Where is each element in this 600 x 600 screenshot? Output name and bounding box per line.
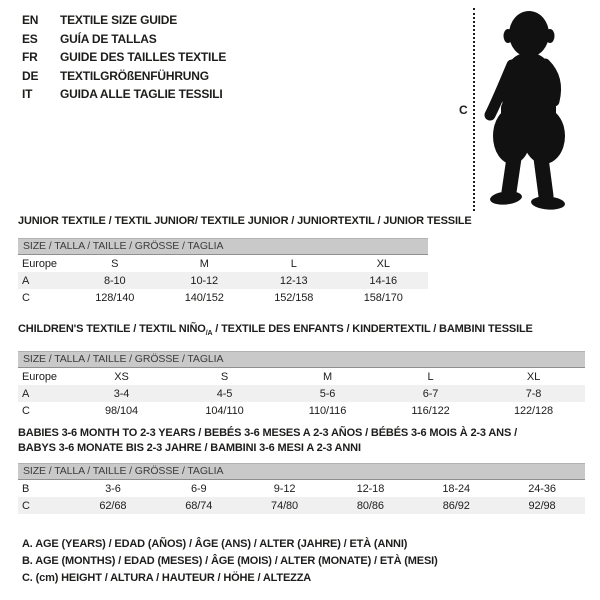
junior-size-bar: SIZE / TALLA / TAILLE / GRÖSSE / TAGLIA [18, 238, 428, 255]
legend-line-b: B. AGE (MONTHS) / EDAD (MESES) / ÂGE (MOIS) / ALTER (MONATE) / ETÀ (MESI) [22, 555, 438, 567]
language-title: TEXTILE SIZE GUIDE [60, 13, 178, 28]
table-cell: S [220, 370, 229, 383]
babies-section-title [18, 426, 585, 456]
measure-legend [22, 536, 438, 587]
row-label: A [22, 274, 30, 287]
table-cell: 8-10 [103, 274, 126, 287]
table-row [18, 255, 428, 272]
row-label: A [22, 387, 30, 400]
table-cell: 80/86 [356, 499, 384, 512]
table-cell: L [427, 370, 434, 383]
table-cell: 3-6 [105, 482, 121, 495]
row-label: C [22, 499, 30, 512]
table-cell: 18-24 [442, 482, 471, 495]
table-row [18, 480, 585, 497]
table-row [18, 272, 428, 289]
row-label: Europe [22, 257, 57, 270]
language-row-es [22, 30, 226, 49]
table-cell: 7-8 [525, 387, 542, 400]
junior-section-title: JUNIOR TEXTILE / TEXTIL JUNIOR/ TEXTILE JUNIOR / JUNIORTEXTIL / JUNIOR TESSILE [18, 215, 472, 227]
legend-line-c: C. (cm) HEIGHT / ALTURA / HAUTEUR / HÖHE / ALTEZZA [22, 572, 312, 584]
table-cell: 12-13 [279, 274, 308, 287]
table-cell: 5-6 [319, 387, 336, 400]
babies-title-line1: BABIES 3-6 MONTH TO 2-3 YEARS / BEBÉS 3-6 MESES A 2-3 AÑOS / BÉBÉS 3-6 MOIS À 2-3 ANS / [18, 427, 517, 439]
legend-line-a: A. AGE (YEARS) / EDAD (AÑOS) / ÂGE (ANS) / ALTER (JAHRE) / ETÀ (ANNI) [22, 538, 408, 550]
table-cell: 116/122 [411, 404, 450, 417]
table-cell: 128/140 [95, 291, 135, 304]
table-cell: XL [526, 370, 541, 383]
junior-textile-section [18, 214, 472, 306]
language-code: DE [22, 68, 39, 83]
table-cell: 68/74 [185, 499, 213, 512]
table-cell: M [322, 370, 333, 383]
language-code: IT [22, 87, 33, 102]
table-cell: 158/170 [363, 291, 403, 304]
table-row [18, 289, 428, 306]
children-title-prefix: CHILDREN'S TEXTILE / TEXTIL NIÑO [18, 323, 206, 335]
row-label: C [22, 404, 30, 417]
table-cell: 9-12 [273, 482, 296, 495]
height-measure-label: C [459, 103, 468, 117]
table-cell: 152/158 [274, 291, 314, 304]
children-title-suffix: / TEXTILE DES ENFANTS / KINDERTEXTIL / BAMBINI TESSILE [212, 323, 533, 335]
babies-textile-section [18, 426, 585, 514]
language-code: FR [22, 50, 38, 65]
language-row-en [22, 11, 226, 30]
children-size-bar: SIZE / TALLA / TAILLE / GRÖSSE / TAGLIA [18, 351, 585, 368]
table-cell: 4-5 [216, 387, 233, 400]
table-cell: 140/152 [184, 291, 224, 304]
measurement-figure [452, 5, 600, 217]
language-row-fr [22, 48, 226, 67]
row-label: C [22, 291, 30, 304]
table-cell: 110/116 [308, 404, 347, 417]
height-dotted-line [473, 8, 475, 211]
babies-title-line2: BABYS 3-6 MONATE BIS 2-3 JAHRE / BAMBINI 3-6 MESI A 2-3 ANNI [18, 442, 361, 454]
table-cell: 74/80 [271, 499, 299, 512]
table-cell: 10-12 [190, 274, 219, 287]
language-title: TEXTILGRÖßENFÜHRUNG [60, 68, 209, 83]
row-label: B [22, 482, 30, 495]
language-row-de [22, 67, 226, 86]
table-cell: 122/128 [513, 404, 554, 417]
language-row-it [22, 85, 226, 104]
language-title-list [22, 11, 226, 104]
language-title: GUÍA DE TALLAS [60, 31, 157, 46]
table-cell: 6-9 [190, 482, 207, 495]
language-title: GUIDE DES TAILLES TEXTILE [60, 50, 227, 65]
table-cell: S [111, 257, 119, 270]
language-code: EN [22, 13, 39, 28]
language-title: GUIDA ALLE TAGLIE TESSILI [60, 87, 223, 102]
table-cell: 12-18 [356, 482, 385, 495]
children-section-title [18, 322, 585, 341]
row-label: Europe [22, 370, 57, 383]
table-cell: 6-7 [422, 387, 439, 400]
table-cell: 3-4 [113, 387, 130, 400]
table-cell: 86/92 [442, 499, 470, 512]
table-cell: 24-36 [528, 482, 556, 495]
children-title-subscript: /A [205, 330, 213, 338]
table-row [18, 497, 585, 514]
table-cell: 104/110 [205, 404, 244, 417]
language-code: ES [22, 31, 38, 46]
table-cell: M [199, 257, 209, 270]
childrens-textile-section [18, 322, 585, 419]
table-row [18, 385, 585, 402]
table-cell: 92/98 [528, 499, 556, 512]
table-row [18, 368, 585, 385]
table-cell: 14-16 [369, 274, 398, 287]
table-cell: 98/104 [104, 404, 139, 417]
babies-size-bar: SIZE / TALLA / TAILLE / GRÖSSE / TAGLIA [18, 463, 585, 480]
table-cell: L [290, 257, 297, 270]
toddler-silhouette-icon [481, 8, 573, 212]
table-cell: XL [376, 257, 390, 270]
table-cell: 62/68 [99, 499, 127, 512]
table-row [18, 402, 585, 419]
table-cell: XS [114, 370, 129, 383]
